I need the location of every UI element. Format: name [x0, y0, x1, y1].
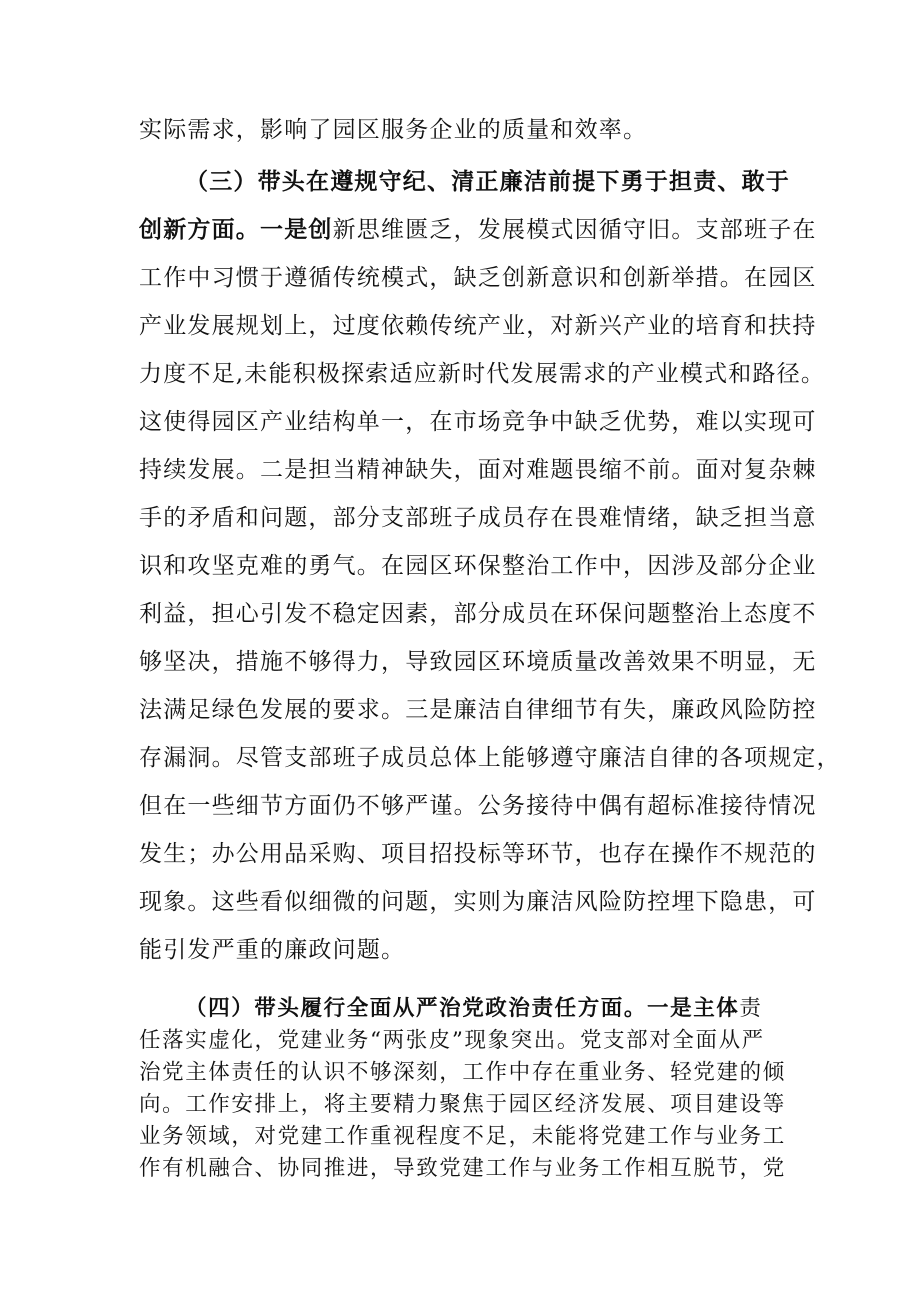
heading-text: （三）带头在遵规守纪、清正廉洁前提下勇于担责、敢于	[185, 169, 790, 195]
body-text: 任落实虚化，党建业务“两张皮”现象突出。党支部对全面从严	[139, 1028, 765, 1053]
body-text: 新思维匮乏，发展模式因循守旧。支部班子在	[332, 217, 817, 243]
paragraph-line	[139, 263, 817, 293]
body-text: 法满足绿色发展的要求。三是廉洁自律细节有失，廉政风险防控	[139, 697, 817, 723]
body-text: 治党主体责任的认识不够深刻，工作中存在重业务、轻党建的倾	[139, 1060, 786, 1085]
body-text: 现象。这些看似细微的问题，实则为廉洁风险防控埋下隐患，可	[139, 889, 817, 915]
body-text: 向。工作安排上，将主要精力聚焦于园区经济发展、项目建设等	[139, 1092, 786, 1117]
body-text: 这使得园区产业结构单一，在市场竞争中缺乏优势，难以实现可	[139, 409, 817, 435]
paragraph-line	[139, 115, 789, 145]
paragraph-line	[139, 359, 826, 389]
paragraph-line	[139, 935, 789, 965]
body-text: 但在一些细节方面仍不够严谨。公务接待中偶有超标准接待情况	[139, 793, 817, 819]
heading-text: （四）带头履行全面从严治党政治责任方面。一是主体	[185, 996, 740, 1021]
body-text: 识和攻坚克难的勇气。在园区环保整治工作中，因涉及部分企业	[139, 553, 817, 579]
body-text: 存漏洞。尽管支部班子成员总体上能够遵守廉洁自律的各项规定，	[139, 745, 841, 771]
paragraph-line	[139, 311, 817, 341]
paragraph-line	[139, 1058, 789, 1088]
body-text: 持续发展。二是担当精神缺失，面对难题畏缩不前。面对复杂棘	[139, 457, 817, 483]
body-text: 够坚决，措施不够得力，导致园区环境质量改善效果不明显，无	[139, 649, 817, 675]
body-text: 工作中习惯于遵循传统模式，缺乏创新意识和创新举措。在园区	[139, 265, 817, 291]
paragraph-line	[139, 695, 817, 725]
paragraph-line	[139, 791, 817, 821]
body-text: 发生；办公用品采购、项目招投标等环节，也存在操作不规范的	[139, 841, 817, 867]
body-text: 手的矛盾和问题，部分支部班子成员存在畏难情绪，缺乏担当意	[139, 505, 817, 531]
paragraph-line	[139, 215, 817, 245]
paragraph-line	[139, 1122, 789, 1152]
paragraph-line	[139, 839, 817, 869]
paragraph-line	[139, 407, 817, 437]
paragraph-line	[139, 1026, 789, 1056]
body-text: 力度不足,未能积极探索适应新时代发展需求的产业模式和路径。	[139, 361, 826, 387]
body-text: 实际需求，影响了园区服务企业的质量和效率。	[139, 117, 648, 143]
paragraph-line	[139, 503, 817, 533]
paragraph-line	[139, 1090, 789, 1120]
body-text: 能引发严重的廉政问题。	[139, 937, 406, 963]
section-heading-line	[185, 994, 789, 1024]
paragraph-line	[139, 743, 841, 773]
body-text: 作有机融合、协同推进，导致党建工作与业务工作相互脱节，党	[139, 1156, 786, 1181]
heading-text: 创新方面。一是创	[139, 217, 333, 243]
paragraph-line	[139, 599, 817, 629]
body-text: 业务领域，对党建工作重视程度不足，未能将党建工作与业务工	[139, 1124, 786, 1149]
body-text: 责	[739, 996, 763, 1021]
section-heading-line	[185, 167, 789, 197]
body-text: 产业发展规划上，过度依赖传统产业，对新兴产业的培育和扶持	[139, 313, 817, 339]
paragraph-line	[139, 455, 817, 485]
paragraph-line	[139, 887, 817, 917]
paragraph-line	[139, 1154, 789, 1184]
paragraph-line	[139, 551, 817, 581]
body-text: 利益，担心引发不稳定因素，部分成员在环保问题整治上态度不	[139, 601, 817, 627]
paragraph-line	[139, 647, 817, 677]
